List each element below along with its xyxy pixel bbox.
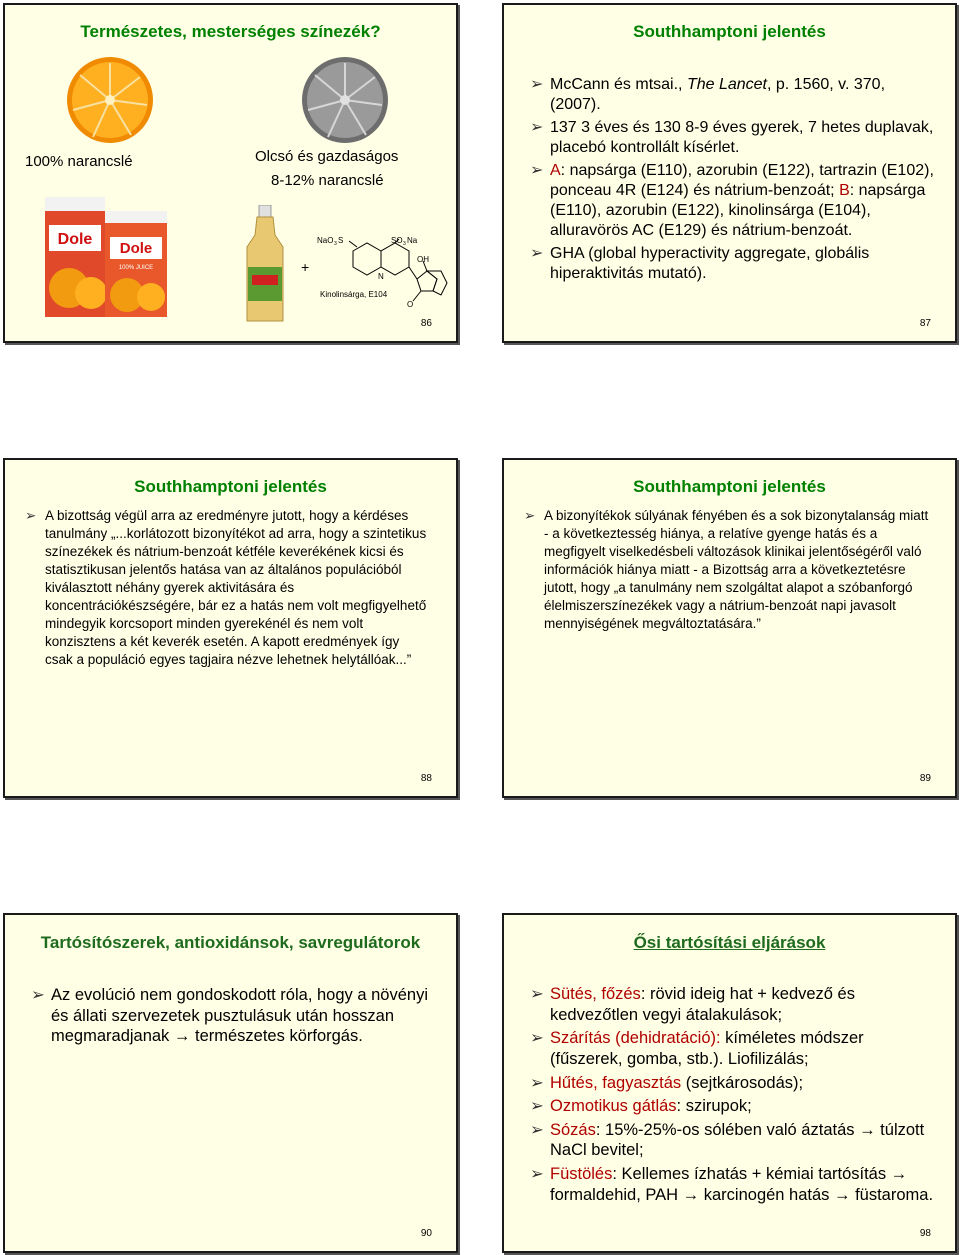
orange-image <box>65 55 155 145</box>
slide-88 <box>3 458 458 798</box>
quinoline-yellow-structure <box>317 235 452 313</box>
label-cheap: Olcsó és gazdaságos <box>255 148 399 165</box>
page-number: 90 <box>420 1228 432 1239</box>
chem-o: O <box>407 300 414 309</box>
bullet-item: ➢ A bizonyítékok súlyának fényében és a sok bizonytalanság miatt - a következtesség hiánya, a relatíve gyenge hatás és a megfigyelt viselkedésbeli változások klinikai jelentőségéről való információk hiánya miatt - a Bizottság arra a következtetésre jutott, hogy „a tanulmány nem szolgáltat alapot a szóbanforgó élelmiszerszínezékek vagy a nátrium-benzoát napi javasolt mennyiségének megváltoztatására.” <box>524 507 929 633</box>
slide-98 <box>502 913 957 1253</box>
bullet-item: ➢ Füstölés: Kellemes ízhatás + kémiai tartósítás → formaldehid, PAH → karcinogén hatás → füstaroma. <box>530 1164 940 1205</box>
bullet-item: ➢ Sütés, főzés: rövid ideig hat + kedvező és kedvezőtlen vegyi átalakulások; <box>530 984 940 1025</box>
chem-so3: SO <box>391 236 403 245</box>
slide-86 <box>3 3 458 343</box>
bullet-list <box>524 507 929 633</box>
arrow-icon: → <box>173 1027 191 1046</box>
bullet-item: ➢ Az evolúció nem gondoskodott róla, hogy a növényi és állati szervezetek pusztulásuk után hosszan megmaradjanak → természetes körforgás. <box>31 985 431 1047</box>
chem-s: S <box>338 236 344 245</box>
bullet-item: ➢ GHA (global hyperactivity aggregate, globális hiperaktivitás mutató). <box>530 244 940 284</box>
chem-nao-sub: 3 <box>334 241 337 247</box>
bullet-list <box>25 507 430 669</box>
chem-na: Na <box>407 236 418 245</box>
label-8-12-percent: 8-12% narancslé <box>271 172 384 189</box>
carton-brand-2: Dole <box>119 240 153 257</box>
slide-87 <box>502 3 957 343</box>
carton-label: 100% JUICE <box>118 265 154 271</box>
juice-carton-image <box>43 193 173 323</box>
bullet-item: ➢ 137 3 éves és 130 8-9 éves gyerek, 7 hetes duplavak, placebó kontrollált kísérlet. <box>530 118 940 158</box>
bullet-item: ➢ Ozmotikus gátlás: szirupok; <box>530 1096 940 1117</box>
slide-89 <box>502 458 957 798</box>
page-number: 98 <box>919 1228 931 1239</box>
bullet-list <box>530 984 940 1208</box>
bullet-item: ➢ Hűtés, fagyasztás (sejtkárosodás); <box>530 1073 940 1094</box>
slide-title: Southhamptoni jelentés <box>633 477 826 496</box>
page-number: 89 <box>919 773 931 784</box>
slide-title: Southhamptoni jelentés <box>134 477 327 496</box>
slide-title: Tartósítószerek, antioxidánsok, savregulátorok <box>40 933 421 952</box>
bullet-item: ➢ A bizottság végül arra az eredményre jutott, hogy a kérdéses tanulmány „...korlátozott bizonyítékot ad arra, hogy a szintetikus színezékek és nátrium-benzoát kétféle keverékének kicsi és statisztikusan jelentős hatása van az általános populációból kiválasztott néhány gyerek aktivitására és koncentrációkészségére, bár ez a hatás nem volt megfigyelhető mindegyik korcsoport minden gyerekénél és nem volt konzisztens a két keverék esetén. A kapott eredmények így csak a populáció egyes tagjaira nézve lehetnek helytállóak...” <box>25 507 430 669</box>
page-number: 87 <box>919 318 931 329</box>
plus-sign: + <box>301 259 310 275</box>
grey-orange-image <box>300 55 390 145</box>
chem-nao: NaO <box>317 236 334 245</box>
page-number: 88 <box>420 773 432 784</box>
chem-caption: Kinolinsárga, E104 <box>320 290 388 299</box>
carton-brand-1: Dole <box>57 231 93 248</box>
juice-bottle-image <box>243 205 287 325</box>
bullet-item: ➢ Szárítás (dehidratáció): kíméletes módszer (fűszerek, gomba, stb.). Liofilizálás; <box>530 1028 940 1069</box>
chem-oh: OH <box>417 255 429 264</box>
bullet-list <box>530 75 940 287</box>
bullet-item: ➢ A: napsárga (E110), azorubin (E122), tartrazin (E102), ponceau 4R (E124) és nátrium-benzoát; B: napsárga (E110), azorubin (E122), kinolinsárga (E104), alluravörös AC (E129) és nátrium-benzoát. <box>530 161 940 241</box>
bullet-item: ➢ McCann és mtsai., The Lancet, p. 1560, v. 370, (2007). <box>530 75 940 115</box>
slide-90 <box>3 913 458 1253</box>
slide-title: Southhamptoni jelentés <box>633 22 826 41</box>
chem-n: N <box>378 272 384 281</box>
bullet-list <box>31 985 431 1050</box>
label-100-percent: 100% narancslé <box>25 153 133 170</box>
bullet-item: ➢ Sózás: 15%-25%-os sólében való áztatás → túlzott NaCl bevitel; <box>530 1120 940 1161</box>
page-number: 86 <box>420 318 432 329</box>
chem-so3-sub: 3 <box>403 241 406 247</box>
slide-title: Természetes, mesterséges színezék? <box>80 22 381 41</box>
slide-title: Ősi tartósítási eljárások <box>633 933 826 952</box>
